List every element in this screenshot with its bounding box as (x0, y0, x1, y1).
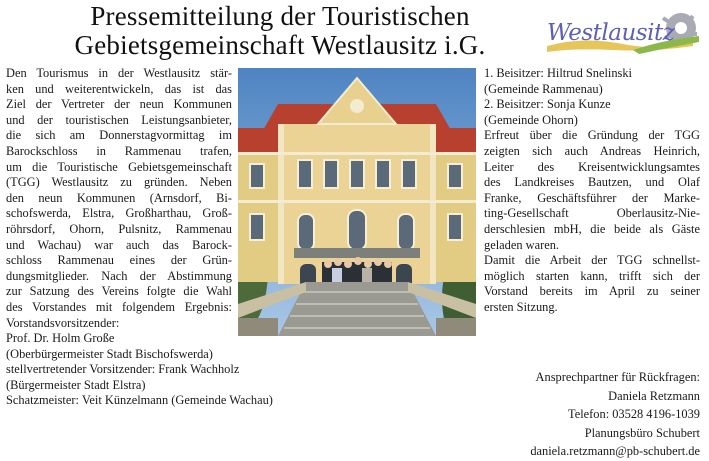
text-line: (TGG) Westlausitz zu gründen. Neben (6, 175, 232, 190)
text-line: Damit die Arbeit der TGG schnellst- (484, 253, 700, 268)
text-line: schofswerda, Elstra, Großharthau, Groß- (6, 206, 232, 221)
rammenau-castle-image-icon (238, 68, 476, 336)
text-line: röhrsdorf, Ohorn, Pulsnitz, Rammenau (6, 221, 232, 236)
text-line: des Vorstandes mit folgendem Ergebnis: (6, 299, 232, 314)
contact-block (530, 368, 700, 461)
text-line: die sich am Donnerstagvormittag im (6, 128, 232, 143)
castle-photo (238, 68, 476, 336)
text-line: 1. Beisitzer: Hiltrud Snelinski (484, 66, 632, 80)
text-line: geladen waren. (484, 237, 559, 252)
text-line: (Gemeinde Ohorn) (484, 112, 578, 127)
contact-email[interactable]: daniela.retzmann@pb-schubert.de (530, 444, 700, 459)
text-line: ting-Gesellschaft Oberlausitz-Nie- (484, 206, 700, 221)
text-line: schloss Rammenau eines der Grün- (6, 253, 232, 268)
contact-heading: Ansprechpartner für Rückfragen: (535, 370, 700, 384)
text-line: 2. Beisitzer: Sonja Kunze (484, 97, 611, 112)
text-line: Franke, Geschäftsführer der Marke- (484, 190, 700, 205)
text-line: zeigten sich auch Andreas Heinrich, (484, 143, 700, 158)
text-line: derschlesien mbH, die beide als Gäste (484, 221, 700, 236)
castle-balcony (294, 248, 420, 258)
text-line: Schatzmeister: Veit Künzelmann (Gemeinde Wachau) (6, 393, 273, 408)
text-line: stellvertretender Vorsitzender: Frank Wachholz (6, 362, 240, 377)
text-line: (Bürgermeister Stadt Elstra) (6, 377, 146, 392)
text-line: Ziel der Vertreter der neun Kommunen (6, 97, 232, 112)
text-line: ken und weiterentwickeln, das ist das (6, 81, 232, 96)
text-line: zur Satzung des Vereins folgte die Wahl (6, 284, 232, 299)
contact-office: Planungsbüro Schubert (584, 425, 700, 440)
text-line: ersten Sitzung. (484, 299, 558, 314)
title-line-1: Pressemitteilung der Touristischen (90, 1, 470, 31)
contact-name: Daniela Retzmann (608, 388, 700, 403)
text-line: um die Touristische Gebietsgemeinschaft (6, 159, 232, 174)
text-line: Prof. Dr. Holm Große (6, 331, 115, 346)
text-line: (Gemeinde Rammenau) (484, 81, 603, 96)
text-line: Leiter des Kreisentwicklungsamtes (484, 159, 700, 174)
text-line: Den Tourismus in der Westlausitz stär- (6, 66, 232, 80)
text-line: und Wachau) war auch das Barock- (6, 237, 232, 252)
title-line-2: Gebietsgemeinschaft Westlausitz i.G. (74, 30, 486, 60)
contact-phone: Telefon: 03528 4196-1039 (568, 407, 700, 422)
left-text-column (6, 66, 273, 409)
text-line: des Landkreises Bautzen, und Olaf (484, 175, 700, 190)
text-line: Barockschloss in Rammenau trafen, (6, 143, 232, 158)
text-line: Vorstandsvorsitzender: (6, 315, 120, 330)
westlausitz-logo (543, 6, 703, 62)
press-release-title (0, 2, 560, 60)
text-line: dungsmitglieder. Nach der Abstimmung (6, 268, 232, 283)
logo-wordmark: Westlausitz (547, 20, 675, 46)
text-line: möglich starten kann, trifft sich der (484, 268, 700, 283)
text-line: den neun Kommunen (Arnsdorf, Bi- (6, 190, 232, 205)
text-line: Erfreut über die Gründung der TGG (484, 128, 700, 143)
text-line: Vorstand bereits im April zu seiner (484, 284, 700, 299)
right-text-column (484, 66, 700, 316)
text-line: (Oberbürgermeister Stadt Bischofswerda) (6, 346, 213, 361)
text-line: und der touristischen Leistungsanbieter, (6, 112, 232, 127)
